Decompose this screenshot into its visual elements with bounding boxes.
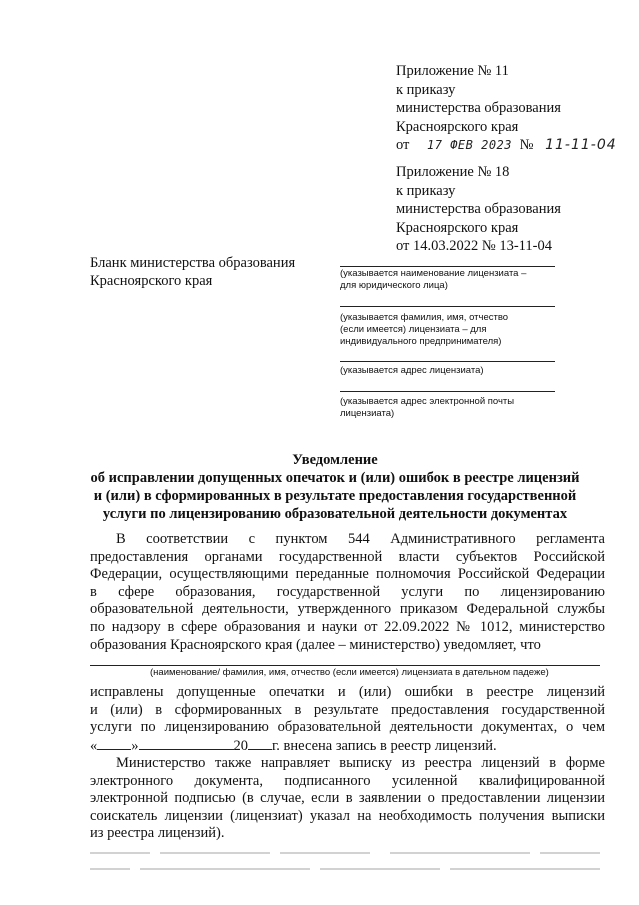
paragraph-line: и (или) в сформированных в результате предоставления государственной	[90, 701, 605, 718]
paragraph-line: в сфере образования, государственной услуги по лицензированию	[90, 583, 605, 600]
paragraph-line: услуги по лицензированию образовательной деятельности документах, о чем	[90, 719, 605, 736]
paragraph-line: электронного документа, подписанного усиленной квалифицированной	[90, 772, 605, 789]
recipient-address-line	[340, 361, 555, 362]
appendix-11-ministry: министерства образования	[396, 100, 561, 116]
scan-noise-graphic	[90, 848, 610, 878]
hint-line: для юридического лица)	[340, 280, 448, 291]
notice-title-line-2: об исправлении допущенных опечаток и (или) ошибок в реестре лицензий	[90, 470, 580, 486]
recipient-person-line	[340, 306, 555, 307]
recipient-email-hint	[340, 396, 514, 420]
notice-title-line-3: и (или) в сформированных в результате предоставления государственной	[93, 488, 577, 504]
paragraph-line: предоставления органами государственной власти субъектов Российской	[90, 548, 605, 565]
appendix-11-from-label: от	[396, 137, 410, 153]
appendix-11-title: Приложение № 11	[396, 63, 509, 79]
month-blank	[139, 737, 234, 750]
paragraph-3	[90, 755, 605, 843]
recipient-address-hint	[340, 365, 484, 377]
licensee-name-line	[90, 665, 600, 666]
date-entry-line	[90, 737, 605, 756]
appendix-11-order-label: к приказу	[396, 81, 456, 98]
licensee-name-hint: (наименование/ фамилия, имя, отчество (если имеется) лицензиата в дательном падеже)	[150, 667, 549, 678]
date-stamp: 17 ФЕВ 2023	[427, 138, 513, 152]
paragraph-line: Федерации, осуществляющими переданные полномочия Российской Федерации	[90, 566, 605, 583]
letterhead-line-2: Красноярского края	[90, 273, 213, 289]
recipient-email-line	[340, 391, 555, 392]
paragraph-line: Министерство также направляет выписку из реестра лицензий в форме	[116, 755, 605, 771]
paragraph-2	[90, 684, 605, 755]
paragraph-1	[90, 531, 605, 654]
date-line-suffix: г. внесена запись в реестр лицензий.	[272, 737, 497, 754]
recipient-person-hint	[340, 312, 508, 348]
hint-line: (если имеется) лицензиата – для	[340, 324, 487, 335]
paragraph-line: соискатель лицензии (лицензиат) указал на необходимость получения выписки	[90, 807, 605, 824]
year-prefix: 20	[233, 737, 248, 754]
appendix-11-date-row	[396, 136, 617, 155]
notice-title-line-4: услуги по лицензированию образовательной деятельности документах	[102, 506, 568, 522]
paragraph-line: образовательной деятельности, утвержденного приказом Федеральной службы	[90, 601, 605, 618]
appendix-18-block	[396, 163, 561, 256]
paragraph-line: электронной подписью (в случае, если в заявлении о предоставлении лицензии	[90, 790, 605, 807]
appendix-11-block	[396, 62, 617, 155]
close-quote: »	[131, 737, 139, 754]
hint-line: (указывается адрес электронной почты	[340, 396, 515, 407]
notice-title	[70, 451, 600, 523]
letterhead-blank	[90, 254, 295, 290]
appendix-18-region: Красноярского края	[396, 219, 519, 236]
handwritten-order-number: 11-11-04	[545, 137, 617, 153]
number-label: №	[519, 137, 534, 153]
notice-title-line-1: Уведомление	[292, 452, 378, 468]
paragraph-line: образования Красноярского края (далее – министерство) уведомляет, что	[90, 636, 541, 653]
appendix-18-date-number: от 14.03.2022 № 13-11-04	[396, 238, 552, 254]
hint-line: (указывается фамилия, имя, отчество	[340, 312, 509, 323]
hint-line: индивидуального предпринимателя)	[340, 336, 502, 347]
paragraph-line: исправлены допущенные опечатки и (или) ошибки в реестре лицензий	[90, 684, 605, 700]
recipient-name-line	[340, 266, 555, 267]
paragraph-line: из реестра лицензий).	[90, 825, 225, 842]
letterhead-line-1: Бланк министерства образования	[90, 255, 296, 271]
appendix-18-ministry: министерства образования	[396, 201, 561, 217]
appendix-18-order-label: к приказу	[396, 182, 456, 199]
paragraph-line: по надзору в сфере образования и науки от 22.09.2022 № 1012, министерство	[90, 618, 605, 635]
hint-line: лицензиата)	[340, 408, 395, 419]
open-quote: «	[90, 737, 98, 754]
day-blank	[97, 737, 131, 750]
year-blank	[248, 737, 272, 750]
hint-line: (указывается адрес лицензиата)	[340, 365, 484, 376]
paragraph-line: В соответствии с пунктом 544 Административного регламента	[116, 531, 605, 547]
scan-noise	[90, 848, 610, 878]
appendix-18-title: Приложение № 18	[396, 164, 510, 180]
appendix-11-region: Красноярского края	[396, 118, 519, 135]
hint-line: (указывается наименование лицензиата –	[340, 268, 527, 279]
recipient-name-hint	[340, 268, 526, 292]
